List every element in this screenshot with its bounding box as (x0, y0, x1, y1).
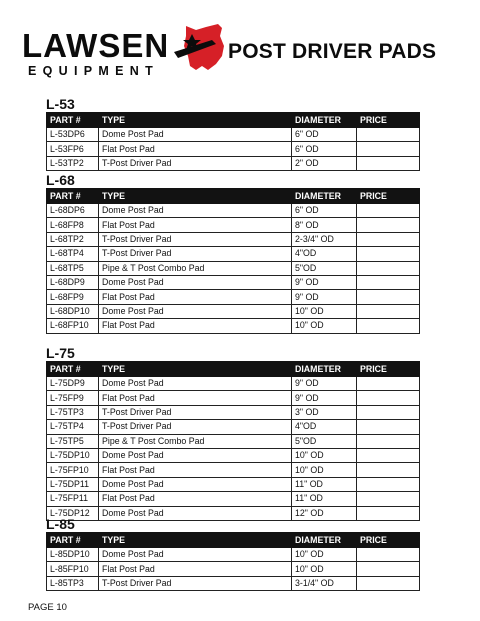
price-table (46, 112, 420, 171)
table-row (47, 391, 420, 405)
type-cell: Dome Post Pad (99, 506, 292, 520)
price-cell (357, 548, 420, 562)
price-cell (357, 218, 420, 232)
diameter-cell: 8" OD (292, 218, 357, 232)
table-row (47, 463, 420, 477)
table-row (47, 290, 420, 304)
type-cell: Dome Post Pad (99, 448, 292, 462)
diameter-cell: 9" OD (292, 290, 357, 304)
lawsen-logo (22, 26, 222, 82)
header-price: PRICE (357, 533, 420, 548)
price-cell (357, 290, 420, 304)
table-row (47, 156, 420, 170)
type-cell: Pipe & T Post Combo Pad (99, 434, 292, 448)
price-cell (357, 232, 420, 246)
table-header-row (47, 113, 420, 128)
price-cell (357, 448, 420, 462)
part-number-cell: L-53DP6 (47, 128, 99, 142)
type-cell: Flat Post Pad (99, 290, 292, 304)
price-cell (357, 128, 420, 142)
header-part-number: PART # (47, 533, 99, 548)
table-header-row (47, 533, 420, 548)
diameter-cell: 6" OD (292, 142, 357, 156)
part-number-cell: L-68DP9 (47, 275, 99, 289)
page-title: POST DRIVER PADS (228, 40, 437, 63)
part-number-cell: L-85FP10 (47, 562, 99, 576)
diameter-cell: 10" OD (292, 463, 357, 477)
part-number-cell: L-85DP10 (47, 548, 99, 562)
diameter-cell: 2" OD (292, 156, 357, 170)
type-cell: Dome Post Pad (99, 275, 292, 289)
price-table (46, 532, 420, 591)
part-number-cell: L-68DP10 (47, 304, 99, 318)
price-cell (357, 492, 420, 506)
table-row (47, 477, 420, 491)
section-title: L-53 (46, 96, 75, 112)
diameter-cell: 2-3/4" OD (292, 232, 357, 246)
price-cell (357, 434, 420, 448)
table-row (47, 576, 420, 590)
type-cell: Flat Post Pad (99, 391, 292, 405)
table-row (47, 261, 420, 275)
header-price: PRICE (357, 362, 420, 377)
section-l-75 (46, 346, 419, 521)
type-cell: Dome Post Pad (99, 477, 292, 491)
type-cell: Dome Post Pad (99, 548, 292, 562)
price-cell (357, 463, 420, 477)
price-cell (357, 142, 420, 156)
price-cell (357, 261, 420, 275)
header-part-number: PART # (47, 189, 99, 204)
price-cell (357, 247, 420, 261)
section-title: L-75 (46, 345, 75, 361)
section-l-68 (46, 173, 419, 334)
type-cell: T-Post Driver Pad (99, 232, 292, 246)
table-row (47, 405, 420, 419)
diameter-cell: 9" OD (292, 275, 357, 289)
header-type: TYPE (99, 113, 292, 128)
part-number-cell: L-68FP9 (47, 290, 99, 304)
type-cell: Dome Post Pad (99, 377, 292, 391)
price-cell (357, 405, 420, 419)
section-title: L-68 (46, 172, 75, 188)
header-type: TYPE (99, 189, 292, 204)
part-number-cell: L-85TP3 (47, 576, 99, 590)
type-cell: Dome Post Pad (99, 128, 292, 142)
table-row (47, 142, 420, 156)
logo-subtitle-text: EQUIPMENT (28, 64, 160, 78)
type-cell: Flat Post Pad (99, 319, 292, 333)
table-row (47, 420, 420, 434)
price-cell (357, 156, 420, 170)
table-header-row (47, 189, 420, 204)
part-number-cell: L-75FP9 (47, 391, 99, 405)
part-number-cell: L-75DP11 (47, 477, 99, 491)
part-number-cell: L-53TP2 (47, 156, 99, 170)
ohio-map-icon (172, 22, 234, 74)
section-l-53 (46, 97, 419, 171)
diameter-cell: 4"OD (292, 420, 357, 434)
price-cell (357, 576, 420, 590)
type-cell: T-Post Driver Pad (99, 247, 292, 261)
diameter-cell: 3" OD (292, 405, 357, 419)
price-cell (357, 275, 420, 289)
part-number-cell: L-68TP5 (47, 261, 99, 275)
diameter-cell: 10" OD (292, 448, 357, 462)
diameter-cell: 9" OD (292, 377, 357, 391)
part-number-cell: L-68TP2 (47, 232, 99, 246)
diameter-cell: 4"OD (292, 247, 357, 261)
part-number-cell: L-75DP10 (47, 448, 99, 462)
section-title: L-85 (46, 516, 75, 532)
part-number-cell: L-68FP8 (47, 218, 99, 232)
header-type: TYPE (99, 362, 292, 377)
page-number: PAGE 10 (28, 602, 67, 613)
diameter-cell: 10" OD (292, 319, 357, 333)
type-cell: T-Post Driver Pad (99, 405, 292, 419)
header-type: TYPE (99, 533, 292, 548)
part-number-cell: L-75TP5 (47, 434, 99, 448)
header-diameter: DIAMETER (292, 362, 357, 377)
table-row (47, 319, 420, 333)
diameter-cell: 12" OD (292, 506, 357, 520)
table-row (47, 448, 420, 462)
diameter-cell: 10" OD (292, 304, 357, 318)
diameter-cell: 10" OD (292, 548, 357, 562)
price-cell (357, 204, 420, 218)
table-row (47, 275, 420, 289)
table-row (47, 434, 420, 448)
price-cell (357, 420, 420, 434)
header-part-number: PART # (47, 362, 99, 377)
price-cell (357, 391, 420, 405)
type-cell: Flat Post Pad (99, 562, 292, 576)
table-row (47, 128, 420, 142)
header-price: PRICE (357, 189, 420, 204)
price-cell (357, 304, 420, 318)
type-cell: Flat Post Pad (99, 463, 292, 477)
table-row (47, 304, 420, 318)
table-row (47, 232, 420, 246)
table-row (47, 247, 420, 261)
type-cell: Flat Post Pad (99, 492, 292, 506)
price-cell (357, 562, 420, 576)
price-cell (357, 319, 420, 333)
diameter-cell: 5"OD (292, 434, 357, 448)
type-cell: Flat Post Pad (99, 142, 292, 156)
diameter-cell: 9" OD (292, 391, 357, 405)
diameter-cell: 11" OD (292, 477, 357, 491)
part-number-cell: L-75FP10 (47, 463, 99, 477)
type-cell: T-Post Driver Pad (99, 576, 292, 590)
part-number-cell: L-75FP11 (47, 492, 99, 506)
header-diameter: DIAMETER (292, 113, 357, 128)
table-row (47, 377, 420, 391)
type-cell: Flat Post Pad (99, 218, 292, 232)
table-row (47, 204, 420, 218)
diameter-cell: 10" OD (292, 562, 357, 576)
part-number-cell: L-75TP4 (47, 420, 99, 434)
table-row (47, 548, 420, 562)
part-number-cell: L-75DP9 (47, 377, 99, 391)
section-l-85 (46, 517, 419, 591)
type-cell: Dome Post Pad (99, 204, 292, 218)
part-number-cell: L-68FP10 (47, 319, 99, 333)
table-header-row (47, 362, 420, 377)
price-cell (357, 477, 420, 491)
header-price: PRICE (357, 113, 420, 128)
table-row (47, 218, 420, 232)
diameter-cell: 11" OD (292, 492, 357, 506)
price-table (46, 188, 420, 334)
header-diameter: DIAMETER (292, 533, 357, 548)
type-cell: Pipe & T Post Combo Pad (99, 261, 292, 275)
type-cell: T-Post Driver Pad (99, 420, 292, 434)
page-header (0, 0, 480, 90)
part-number-cell: L-68DP6 (47, 204, 99, 218)
diameter-cell: 6" OD (292, 128, 357, 142)
diameter-cell: 6" OD (292, 204, 357, 218)
price-table (46, 361, 420, 521)
price-cell (357, 377, 420, 391)
part-number-cell: L-75DP12 (47, 506, 99, 520)
diameter-cell: 5"OD (292, 261, 357, 275)
type-cell: T-Post Driver Pad (99, 156, 292, 170)
table-row (47, 562, 420, 576)
header-diameter: DIAMETER (292, 189, 357, 204)
diameter-cell: 3-1/4" OD (292, 576, 357, 590)
table-row (47, 492, 420, 506)
part-number-cell: L-75TP3 (47, 405, 99, 419)
logo-brand-text: LAWSEN (22, 27, 170, 64)
header-part-number: PART # (47, 113, 99, 128)
type-cell: Dome Post Pad (99, 304, 292, 318)
part-number-cell: L-53FP6 (47, 142, 99, 156)
part-number-cell: L-68TP4 (47, 247, 99, 261)
